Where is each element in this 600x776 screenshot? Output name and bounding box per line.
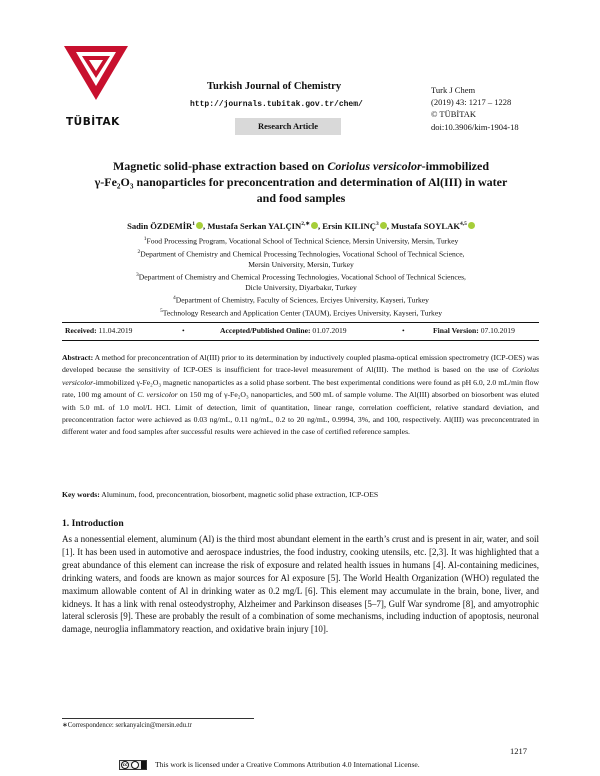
citation-meta [431,84,519,133]
journal-short: Turk J Chem [431,85,476,95]
cc-license-icon[interactable] [119,760,147,770]
license-text: This work is licensed under a Creative Commons Attribution 4.0 International License. [155,760,420,769]
keywords-label: Key words: [62,490,100,499]
orcid-icon[interactable] [468,222,475,229]
final-date: 07.10.2019 [480,326,515,335]
author-list: Sadin ÖZDEMİR$^1$ , Mustafa Serkan $YALÇIN^{2,∗}$ , Ersin KILINÇ$^3$ , Mustafa SOYLAK$^{4,5}$ [60,221,542,231]
doi[interactable]: doi:10.3906/kim-1904-18 [431,121,519,132]
article-type-badge: Research Article [235,118,341,135]
issue-pages: (2019) 43: 1217 – 1228 [431,97,512,108]
introduction-text: As a nonessential element, aluminum (Al) is the third most abundant element in the earth’s crust and is present in air, water, and soil [1]. It has been used in automotive and aerospace industries, the food industry, cooking utensils, etc. [2,3]. It was highlighted that a great abundance of this element can increase the risk of exposure and related health issues in humans [4]. Al-containing medicines, drinking waters, and foods are known as major sources for Al exposure [5]. The World Health Organization (WHO) regulated the maximum allowable content of Al in drinking water as 0.2 mg/L [6]. This element may accumulate in the brain, bone, liver, and kidneys. It has a link with renal osteodystrophy, Alzheimer and Parkinson diseases [5–7], Gulf War syndrome [8], and amyotrophic lateral sclerosis [9]. These are probably the result of a combination of some mechanisms, including induction of apoptosis, neuronal damage, neuroglia inflammatory reaction, and oxidative brain injury [10]. [62,534,539,635]
affiliations [60,234,542,319]
received-date: 11.04.2019 [98,326,133,335]
affiliation: $^2$Department of Chemistry and Chemical Processing Technologies, Vocational School of Technical Science, [137,248,465,259]
affiliation: $^3$Department of Chemistry and Chemical Processing Technologies, Vocational School of Technical Sciences, [136,271,466,282]
correspondence-footnote: ∗Correspondence: serkanyalcin@mersin.edu.tr [62,722,192,729]
journal-url[interactable]: http://journals.tubitak.gov.tr/chem/ [190,100,363,109]
keywords: Key words: Aluminum, food, preconcentration, biosorbent, magnetic solid phase extraction, ICP-OES [62,490,379,499]
by-icon [131,761,139,769]
author: Ersin KILINÇ [322,221,376,231]
logo-wordmark: TÜBİTAK [66,116,120,128]
affiliation: $^5$Technology Research and Application Center (TAUM), Erciyes University, Kayseri, Turkey [159,307,443,318]
journal-name: Turkish Journal of Chemistry [207,81,342,92]
copyright: © TÜBİTAK [431,109,477,120]
abstract-label: Abstract: [62,353,94,362]
divider [62,340,539,341]
footnote-divider [62,718,254,719]
orcid-icon[interactable] [196,222,203,229]
affiliation: $^1$Food Processing Program, Vocational School of Technical Science, Mersin University, Mersin, Turkey [143,236,459,246]
author: Mustafa Serkan YALÇIN [207,221,302,231]
species-name: Coriolus versicolor [327,159,422,173]
accepted-date: 01.07.2019 [312,326,347,335]
orcid-icon[interactable] [311,222,318,229]
section-heading: 1. Introduction [62,518,124,529]
affiliation: Mersin University, Mersin, Turkey [248,259,354,269]
author: Sadin ÖZDEMİR [127,221,193,231]
orcid-icon[interactable] [380,222,387,229]
divider [62,322,539,323]
author: Mustafa SOYLAK [391,221,461,231]
affiliation: $^4$Department of Chemistry, Faculty of Sciences, Erciyes University, Kayseri, Turkey [173,295,429,305]
abstract: Abstract: A method for preconcentration of Al(III) prior to its determination by inductively coupled plasma-optical emission spectrometry (ICP-OES) was developed because the sensitivity of ICP-OES is insufficient for trace-level measurement of Al(III). The method is based on the use of Coriolus versicolor-immobilized γ-Fe₂O₃ magnetic nanoparticles as a solid phase sorbent. The best experimental conditions were found as pH 6.0, 2.0 mL/min flow rate, 100 mg amount of C. versicolor on 150 mg of γ-Fe₂O₃ nanoparticles, and 500 mL of sample volume. The Al(III) absorbed on biosorbent was eluted with 5.0 mL of 1.0 mol/L HCl. Limit of detection, limit of quantitation, linear range, correlation coefficient, relative standard deviation, and preconcentration factor were achieved as 0.03 ng/mL, 0.11 ng/mL, 0.2 to 20 ng/mL, 0.9994, 3%, and 100, respectively. Al(III) was preconcentrated in different water and food samples after successful results were achieved in the case of certified reference samples. [62,353,539,437]
affiliation: Dicle University, Diyarbakır, Turkey [245,282,357,292]
journal-header [62,44,542,136]
paper-title: Magnetic solid-phase extraction based on Coriolus versicolor-immobilized γ-Fe₂O₃ nanoparticles for preconcentration and determination of Al(III) in water and food samples [94,159,508,205]
cc-icon: cc [122,762,128,767]
page-number: 1217 [510,746,527,756]
